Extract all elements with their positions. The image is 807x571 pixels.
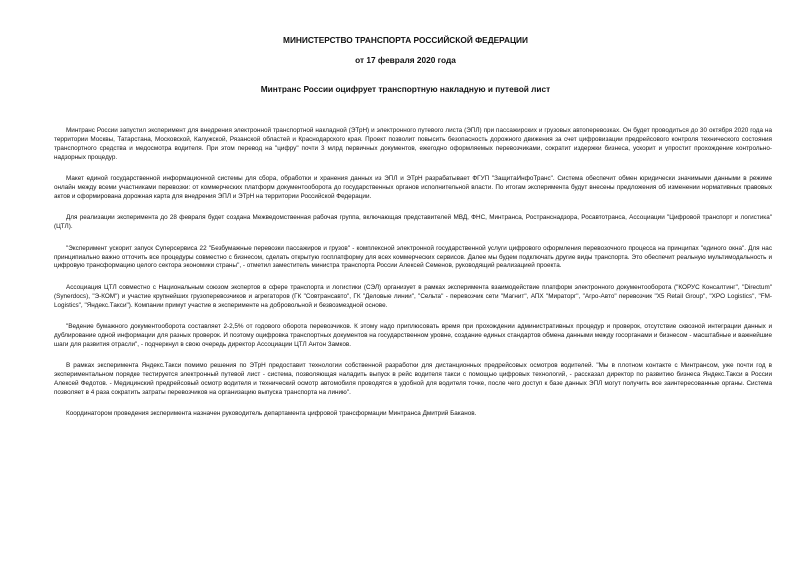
date-line: от 17 февраля 2020 года: [355, 55, 456, 65]
paragraph: В рамках эксперимента Яндекс.Такси помимо решения по ЭТрН предоставит технологии собственной разработки для дистанционных предрейсовых осмотров водителей. "Мы в плотном контакте с Минтрансом, уже почти год в экспериментальном порядке тестируется электронный путевой лист - система, позволяющая наладить выпуск в рейс водителя такси с помощью цифровых технологий, - рассказал директор по развитию бизнеса Яндекс.Такси в России Алексей Федотов. - Медицинский предрейсовый осмотр водителя и технический осмотр автомобиля проводятся в удобной для водителя точке, после чего доступ к базе данных ЭПЛ могут получить все заинтересованные органы. Система позволяет в 4 раза сократить затраты перевозчиков на организацию выпуска транспорта на линию".: [54, 362, 772, 397]
paragraph: Минтранс России запустил эксперимент для внедрения электронной транспортной накладной (ЭТрН) и электронного путевого листа (ЭПЛ) при пассажирских и грузовых автоперевозках. Он будет проводиться до 30 октября 2020 года на территории Москвы, Татарстана, Московской, Калужской, Рязанской областей и Краснодарского края. Проект позволит повысить безопасность дорожного движения за счет цифровизации предрейсового контроля технического состояния транспортного средства и медосмотра водителя. При этом перевод на "цифру" почти 3 млрд первичных документов, ежегодно оформляемых перевозчиками, сократит издержки бизнеса, ускорит и упростит прохождение контрольно-надзорных процедур.: [54, 127, 772, 161]
ministry-heading: МИНИСТЕРСТВО ТРАНСПОРТА РОССИЙСКОЙ ФЕДЕРАЦИИ: [283, 35, 528, 45]
paragraph: Для реализации эксперимента до 28 февраля будет создана Межведомственная рабочая группа, включающая представителей МВД, ФНС, Минтранса, Ространснадзора, Росавтотранса, Ассоциации "Цифровой транспорт и логистика" (ЦТЛ).: [54, 214, 772, 231]
paragraph: Макет единой государственной информационной системы для сбора, обработки и хранения данных из ЭПЛ и ЭТрН разрабатывает ФГУП "ЗащитаИнфоТранс". Система обеспечит обмен юридически значимыми данными в режиме онлайн между всеми участниками перевозки: от коммерческих платформ документооборота до государственных органов исполнительной власти. По итогам эксперимента будут внесены предложения об изменении нормативных правовых актов и сформирована дорожная карта для внедрения ЭПЛ и ЭТрН на территории Российской Федерации.: [54, 175, 772, 200]
document-title: Минтранс России оцифрует транспортную накладную и путевой лист: [260, 84, 551, 94]
paragraph: "Ведение бумажного документооборота составляет 2-2,5% от годового оборота перевозчиков. К этому надо приплюсовать время при прохождении административных процедур и проверок, отсутствие сквозной интеграции данных и дублирование одной информации для разных проверок. И поэтому оцифровка транспортных документов на государственном уровне, создание единых стандартов обмена данными между госорганами и бизнесом - масштабные и важнейшие шаги для развития отрасли", - подчеркнул в свою очередь директор Ассоциации ЦТЛ Антон Замков.: [54, 323, 772, 348]
paragraph: Координатором проведения эксперимента назначен руководитель департамента цифровой трансформации Минтранса Дмитрий Баканов.: [66, 410, 477, 418]
paragraph: "Эксперимент ускорит запуск Суперсервиса 22 "Безбумажные перевозки пассажиров и грузов" - комплексной электронной государственной услуги цифрового оформления перевозочного процесса на принципах "единого окна". Для нас принципиально важно отточить все процедуры совместно с бизнесом, сделать открытую госплатформу для всех коммерческих сервисов. Далее мы будем подключать другие виды транспорта. Это обеспечит реальную мультимодальность и цифровую трансформацию целого сектора экономики страны", - отметил заместитель министра транспорта России Алексей Семенов, руководящий реализацией проекта.: [54, 244, 772, 270]
document-body: [54, 127, 772, 419]
paragraph: Ассоциация ЦТЛ совместно с Национальным союзом экспертов в сфере транспорта и логистики (СЭЛ) организует в рамках эксперимента взаимодействие платформ электронного документооборота ("КОРУС Консалтинг", "Directum" (Synerdocs), "Э-КОМ") и участие крупнейших грузоперевозчиков и агрегаторов (ГК "Совтрансавто", ГК "Деловые линии", "Сельта" - перевозчик сети "Магнит", АПХ "Мираторг", "Агро-Авто" перевозчик "X5 Retail Group", "XPO Logistics", "FM-Logistics", "Яндекс.Такси"). Компании примут участие в эксперименте на добровольной и безвозмездной основе.: [54, 283, 772, 309]
